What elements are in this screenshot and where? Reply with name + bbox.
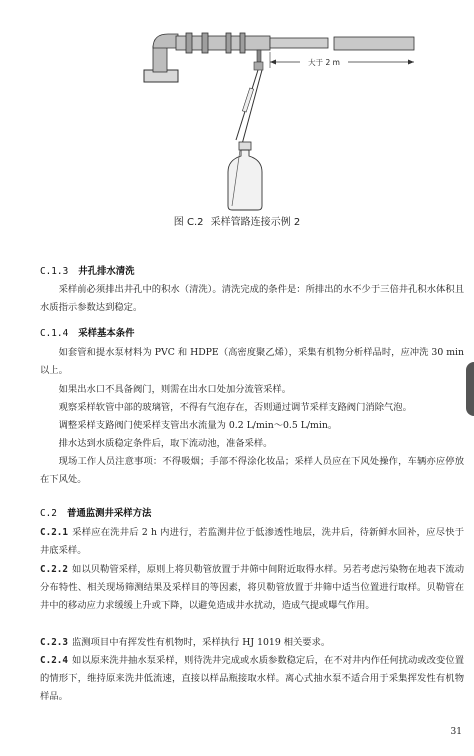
sampling-pipe-diagram xyxy=(0,0,474,220)
paragraph-c23: C.2.3 监测项目中有挥发性有机物时，采样执行 HJ 1019 相关要求。 xyxy=(40,637,331,648)
pipe-coupling-4 xyxy=(240,33,245,53)
section-heading-c2: C.2 普通监测井采样方法 xyxy=(40,508,152,519)
pipe-coupling-1 xyxy=(186,33,192,53)
sampling-valve xyxy=(254,62,263,70)
pipe-coupling-3 xyxy=(226,33,231,53)
paragraph-c13-1: 采样前必须排出井孔中的积水（清洗）。清洗完成的条件是：所排出的水不少于三倍井孔积水体积且水质指示参数达到稳定。 xyxy=(40,284,464,314)
paragraph-c14-6: 现场工作人员注意事项：不得吸烟；手部不得涂化妆品；采样人员应在下风处操作，车辆亦应停放在下风处。 xyxy=(40,456,464,486)
bottle-cap xyxy=(239,142,251,150)
paragraph-c21: C.2.1 采样应在洗井后 2 h 内进行，若监测井位于低渗透性地层，洗井后，待新鲜水回补，应尽快于井底采样。 xyxy=(40,527,464,557)
paragraph-c14-2: 如果出水口不具备阀门，则需在出水口处加分流管采样。 xyxy=(58,384,292,395)
paragraph-c14-4: 调整采样支路阀门使采样支管出水流量为 0.2 L/min～0.5 L/min。 xyxy=(58,420,338,431)
pipe-elbow xyxy=(153,34,178,48)
paragraph-c22: C.2.2 如以贝勒管采样，原则上将贝勒管放置于井筛中间附近取得水样。另若考虑污染物在地表下流动分布特性、相关现场筛测结果及采样目的等因素，将贝勒管放置于井筛中适当位置进行取样。贝勒管在井中的移动应力求缓缓上升或下降，以避免造成井水扰动，造成气提或曝气作用。 xyxy=(40,564,464,612)
section-heading-c14: C.1.4 采样基本条件 xyxy=(40,328,135,339)
sampling-tee xyxy=(257,50,261,62)
figure-caption xyxy=(0,213,474,228)
caption-text: 采样管路连接示例 2 xyxy=(210,217,301,228)
horizontal-pipe-right xyxy=(334,37,414,50)
horizontal-pipe-mid xyxy=(270,38,328,48)
page-number: 31 xyxy=(450,727,462,737)
sample-bottle xyxy=(228,150,262,210)
paragraph-c14-1: 如套管和提水泵材料为 PVC 和 HDPE（高密度聚乙烯），采集有机物分析样品时，应冲洗 30 min 以上。 xyxy=(40,347,464,377)
paragraph-c14-5: 排水达到水质稳定条件后，取下流动池，准备采样。 xyxy=(58,438,273,449)
page-side-tab xyxy=(466,362,474,416)
paragraph-c24: C.2.4 如以原来洗井抽水泵采样，则待洗井完成或水质参数稳定后，在不对井内作任何扰动或改变位置的情形下，维持原来洗井低流速，直接以样品瓶接取水样。离心式抽水泵不适合用于采集挥发性有机物样品。 xyxy=(40,655,464,703)
pipe-coupling-2 xyxy=(202,33,208,53)
dimension-label: 大于 2 m xyxy=(308,58,340,67)
section-heading-c13: C.1.3 井孔排水清洗 xyxy=(40,266,135,277)
paragraph-c14-3: 观察采样软管中部的玻璃管，不得有气泡存在，否则通过调节采样支路阀门消除气泡。 xyxy=(58,402,412,413)
vertical-riser-pipe xyxy=(153,46,167,72)
caption-number: 图 C.2 xyxy=(173,217,204,228)
